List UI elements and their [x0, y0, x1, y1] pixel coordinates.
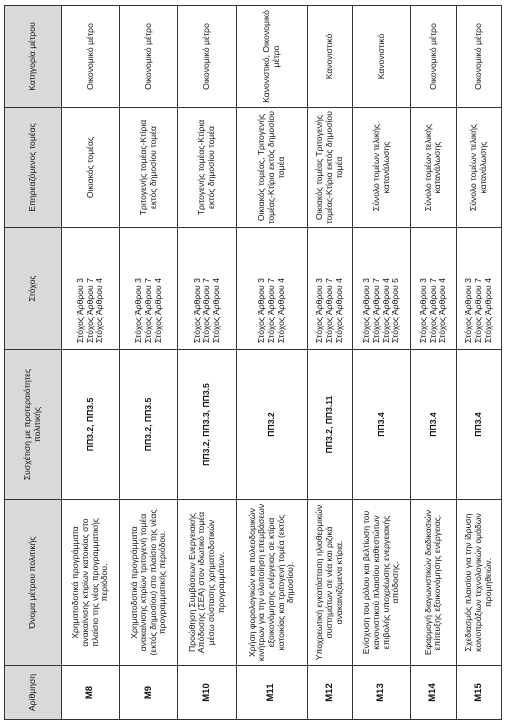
cell-sector: Οικιακός τομέας Τριτογενής τομέας-Κτίρια εκτός δημοσίου τομέα [307, 108, 352, 228]
cell-name: Σχεδιασμός πλαισίου για την ίδρυση κοινοπράξιων τεχνολογικών ομάδων προμηθειών. [456, 500, 501, 666]
cell-name: Προώθηση Συμβάσεων Ενεργειακής Απόδοσης (ΣΕΑ) στον ιδιωτικό τομέα μέσω σύστασης χρηματοδοτικών προγραμμάτων. [178, 500, 236, 666]
cell-sector: Σύνολο τομέων τελικής κατανάλωσης [411, 108, 456, 228]
cell-category: Κανονιστικό [353, 6, 411, 108]
cell-code: M9 [120, 666, 178, 720]
cell-code: M12 [307, 666, 352, 720]
table-row [411, 6, 456, 720]
cell-name: Χρήση φορολογικών και πολεοδομικών κινήτρων για την υλοποίηση επεμβάσεων εξοικονόμησης ενέργειας σε κτίρια κατοικίας και τριτογενή τομέα (εκτός δημοσίου). [236, 500, 307, 666]
cell-priority: ΠΠ3.2, ΠΠ3.5 [120, 350, 178, 500]
cell-target: Στόχος Άρθρου 3 Στόχος Άρθρου 7 Στόχος Άρθρου 4 [178, 228, 236, 350]
cell-target: Στόχος Άρθρου 3 Στόχος Άρθρου 7 Στόχος Άρθρου 4 [236, 228, 307, 350]
table-row [62, 6, 120, 720]
cell-sector: Σύνολο τομέων τελικής κατανάλωσης [456, 108, 501, 228]
cell-sector: Οικιακός τομέας [62, 108, 120, 228]
header-name: Όνομα μέτρου πολιτικής [5, 500, 62, 666]
cell-category: Οικονομικό μέτρο [120, 6, 178, 108]
cell-priority: ΠΠ3.4 [353, 350, 411, 500]
cell-priority: ΠΠ3.2, ΠΠ3.11 [307, 350, 352, 500]
cell-name: Χρηματοδοτικά προγράμματα ανακαίνισης κτιρίων τριτογενή τομέα (εκτός δημοσίου) στο πλαίσιο της νέας προγραμματικής περιόδου. [120, 500, 178, 666]
table-header-row [5, 6, 62, 720]
cell-category: Οικονομικό μέτρο [62, 6, 120, 108]
cell-name: Εφαρμογή διαγωνιστικών διαδικασιών επίτευξης εξοικονόμησης ενέργειας. [411, 500, 456, 666]
header-target: Στόχος [5, 228, 62, 350]
cell-code: M13 [353, 666, 411, 720]
header-code: Αρίθμηση [5, 666, 62, 720]
cell-name: Χρηματοδοτικά προγράμματα ανακαίνισης κτιρίων κατοικίας στο πλαίσιο της νέας προγραμματικής περιόδου. [62, 500, 120, 666]
cell-category: Οικονομικό μέτρο [411, 6, 456, 108]
cell-code: M11 [236, 666, 307, 720]
table-row [120, 6, 178, 720]
cell-sector: Τριτογενής τομέας-Κτίρια εκτός δημοσίου τομέα [178, 108, 236, 228]
cell-target: Στόχος Άρθρου 3 Στόχος Άρθρου 7 Στόχος Άρθρου 4 [120, 228, 178, 350]
table-row [236, 6, 307, 720]
policy-measures-table [4, 5, 502, 720]
cell-priority: ΠΠ3.2, ΠΠ3.5 [62, 350, 120, 500]
cell-code: M8 [62, 666, 120, 720]
table-row [456, 6, 501, 720]
cell-target: Στόχος Άρθρου 3 Στόχος Άρθρου 7 Στόχος Άρθρου 4 [62, 228, 120, 350]
cell-category: Κανονιστικό [307, 6, 352, 108]
header-sector: Επηρεαζόμενος τομέας [5, 108, 62, 228]
cell-category: Κανονιστικό, Οικονομικό μέτρο [236, 6, 307, 108]
cell-priority: ΠΠ3.2, ΠΠ3.3, ΠΠ3.5 [178, 350, 236, 500]
header-category: Κατηγορία μέτρου [5, 6, 62, 108]
cell-name: Ενίσχυση του ρόλου και βελτίωση του κανονιστικού πλαισίου καθεστώτων επιβολής υποχρέωσης ενεργειακής απόδοσης. [353, 500, 411, 666]
cell-category: Οικονομικό μέτρο [178, 6, 236, 108]
cell-target: Στόχος Άρθρου 3 Στόχος Άρθρου 7 Στόχος Άρθρου 4 [411, 228, 456, 350]
cell-sector: Τριτογενής τομέας-Κτίρια εκτός δημοσίου τομέα [120, 108, 178, 228]
cell-priority: ΠΠ3.2 [236, 350, 307, 500]
cell-priority: ΠΠ3.4 [456, 350, 501, 500]
cell-sector: Σύνολο τομέων τελικής κατανάλωσης [353, 108, 411, 228]
table-row [307, 6, 352, 720]
cell-category: Οικονομικό μέτρο [456, 6, 501, 108]
table-row [353, 6, 411, 720]
cell-code: M15 [456, 666, 501, 720]
cell-target: Στόχος Άρθρου 3 Στόχος Άρθρου 7 Στόχος Άρθρου 4 Στόχος Άρθρου 5 [353, 228, 411, 350]
cell-priority: ΠΠ3.4 [411, 350, 456, 500]
header-priority: Συσχέτιση με προτεραιότητες πολιτικής [5, 350, 62, 500]
cell-code: M10 [178, 666, 236, 720]
cell-code: M14 [411, 666, 456, 720]
cell-sector: Οικιακός τομέας, Τριτογενής τομέας-Κτίρια εκτός δημοσίου τομέα [236, 108, 307, 228]
cell-name: Υποχρεωτική εγκατάσταση ηλιοθερμικών συστημάτων σε νέα και ριζικά ανακαινιζόμενα κτίρια. [307, 500, 352, 666]
cell-target: Στόχος Άρθρου 3 Στόχος Άρθρου 7 Στόχος Άρθρου 4 [307, 228, 352, 350]
cell-target: Στόχος Άρθρου 3 Στόχος Άρθρου 7 Στόχος Άρθρου 4 [456, 228, 501, 350]
table-row [178, 6, 236, 720]
